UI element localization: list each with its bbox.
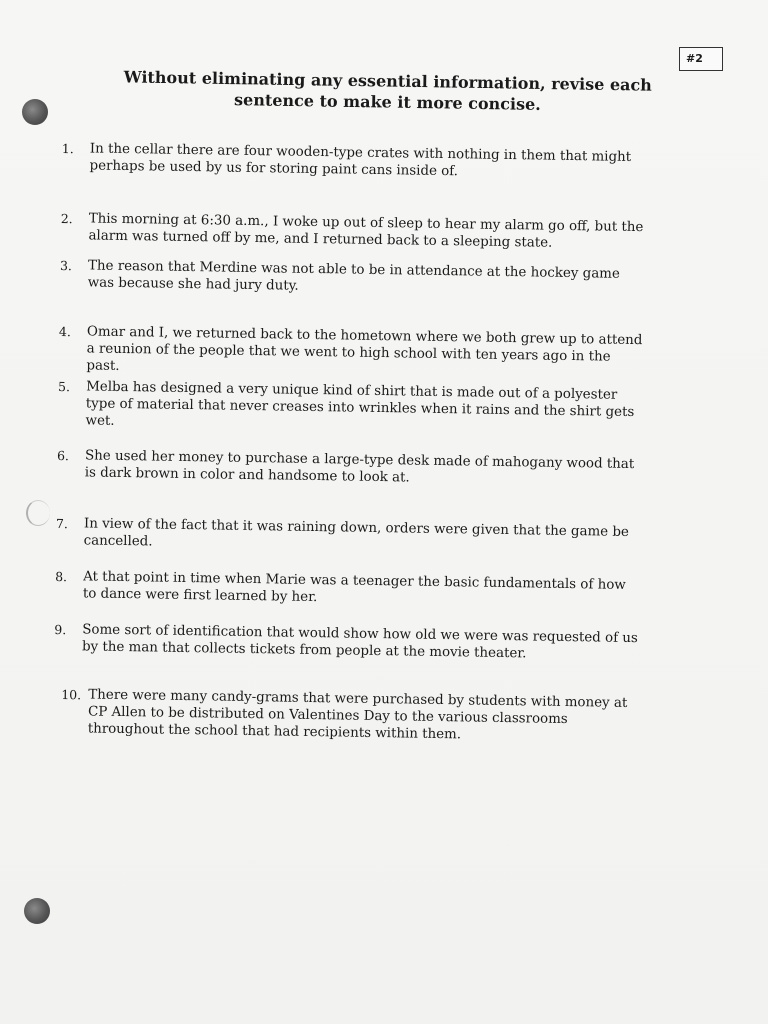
item-text: She used her money to purchase a large-type desk made of mahogany wood that is dark brown in color and handsome to look at. [84,448,635,486]
item-number: 1. [61,140,74,157]
list-item [53,686,643,743]
item-number: 2. [60,210,73,227]
sentence-list [54,140,652,743]
item-number: 9. [54,621,67,638]
item-number: 8. [55,568,68,585]
item-number: 10. [61,687,82,703]
item-number: 4. [58,323,72,340]
list-item [56,447,647,486]
instructions-line-1: Without eliminating any essential information, revise each [123,67,653,95]
punch-hole-middle [26,500,50,526]
list-item [54,621,644,662]
item-text: In the cellar there are four wooden-type crates with nothing in them that might perhaps be used by us for storing paint cans inside of. [89,141,632,180]
punch-hole-bottom [24,898,50,924]
list-item [55,568,645,606]
item-number: 7. [55,515,69,532]
item-text: Melba has designed a very unique kind of shirt that is made out of a polyester type of material that never creases into wrinkles when it rains and the shirt gets wet. [85,379,635,429]
item-text: This morning at 6:30 a.m., I woke up out of sleep to hear my alarm go off, but the alarm was turned off by me, and I returned back to a sleeping state. [88,211,644,251]
list-item [55,515,646,550]
instructions-line-2: sentence to make it more concise. [233,90,541,114]
list-item [58,323,649,374]
item-text: At that point in time when Marie was a teenager the basic fundamentals of how to dance were first learned by her. [82,569,626,606]
item-text: Omar and I, we returned back to the hometown where we both grew up to attend a reunion of the people that we went to high school with ten years ago in the past. [86,324,643,374]
list-item [61,140,652,180]
item-text: Some sort of identification that would show how old we were was requested of us by the man that collects tickets from people at the movie theater. [81,622,638,662]
punch-hole-top [22,99,48,125]
item-number: 6. [56,447,70,464]
item-text: In view of the fact that it was raining down, orders were given that the game be cancelled. [83,516,630,550]
worksheet-number-badge: #2 [679,47,723,71]
item-number: 3. [59,257,73,274]
item-number: 5. [58,378,71,395]
instructions-heading [99,66,676,117]
item-text: There were many candy-grams that were purchased by students with money at CP Allen to be distributed on Valentines Day to the various classrooms throughout the school that had recipients within them. [87,687,628,743]
item-text: The reason that Merdine was not able to be in attendance at the hockey game was because she had jury duty. [87,258,620,294]
list-item [59,257,650,294]
list-item [60,210,651,251]
